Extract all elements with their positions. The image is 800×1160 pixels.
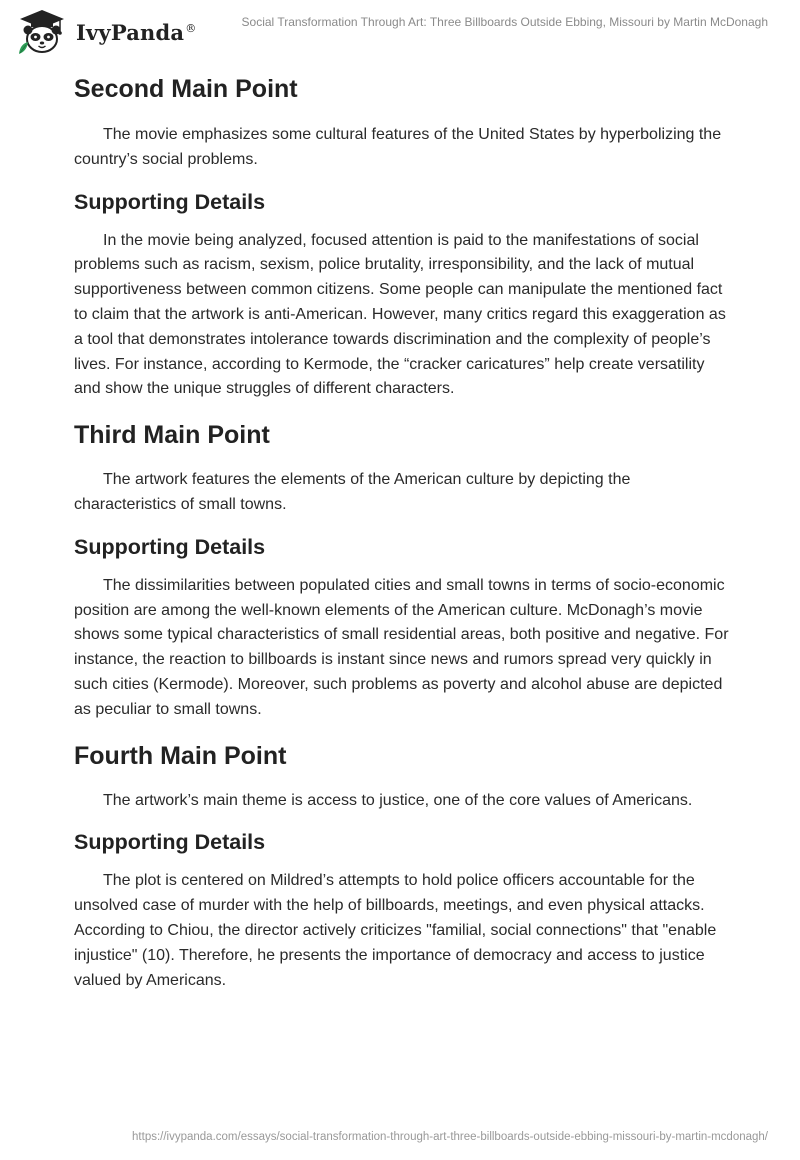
section-heading: Supporting Details bbox=[74, 830, 266, 855]
section-paragraph: The plot is centered on Mildred’s attempts to hold police officers accountable for the unsolved case of murder with the help of billboards, meetings, and even physical attacks. According to Chiou, the director actively criticizes "familial, social connections" that "enable injustice" (10). Therefore, he presents the importance of democracy and access to justice valued by Americans. bbox=[74, 872, 717, 989]
section-paragraph: The movie emphasizes some cultural features of the United States by hyperbolizing the country’s social problems. bbox=[74, 126, 722, 168]
section-heading: Second Main Point bbox=[74, 75, 298, 103]
essay-body bbox=[74, 70, 734, 993]
section-paragraph: The dissimilarities between populated cities and small towns in terms of socio-economic position are among the well-known elements of the American culture. McDonagh’s movie shows some typical characteristics of small residential areas, both positive and negative. For instance, the reaction to billboards is instant since news and rumors spread very quickly in such cities (Kermode). Moreover, such problems as poverty and alcohol abuse are depicted as peculiar to small towns. bbox=[74, 576, 729, 718]
panda-graduate-icon bbox=[14, 8, 70, 56]
section-paragraph: In the movie being analyzed, focused attention is paid to the manifestations of social problems such as racism, sexism, police brutality, irresponsibility, and the lack of mutual supportiveness between common citizens. Some people can manipulate the mentioned fact to claim that the artwork is anti-American. However, many critics regard this exaggeration as a tool that demonstrates intolerance towards discrimination and the complexity of people’s lives. For instance, according to Kermode, the “cracker caricatures” help create versatility and show the unique struggles of different characters. bbox=[74, 231, 726, 398]
section-heading: Supporting Details bbox=[74, 534, 266, 559]
document-title: Social Transformation Through Art: Three Billboards Outside Ebbing, Missouri by Martin McDonagh bbox=[241, 15, 768, 29]
section-paragraph: The artwork features the elements of the American culture by depicting the characteristics of small towns. bbox=[74, 471, 631, 513]
section-heading: Supporting Details bbox=[74, 189, 266, 214]
section-heading: Fourth Main Point bbox=[74, 741, 287, 770]
page-header bbox=[0, 0, 800, 60]
brand-name: IvyPanda® bbox=[76, 19, 197, 45]
section-paragraph: The artwork’s main theme is access to justice, one of the core values of Americans. bbox=[103, 791, 693, 809]
section-heading: Third Main Point bbox=[74, 421, 270, 450]
ivypanda-logo[interactable] bbox=[14, 8, 196, 56]
source-url[interactable]: https://ivypanda.com/essays/social-transformation-through-art-three-billboards-outside-ebbing-missouri-by-martin-mcdonagh/ bbox=[132, 1131, 768, 1143]
